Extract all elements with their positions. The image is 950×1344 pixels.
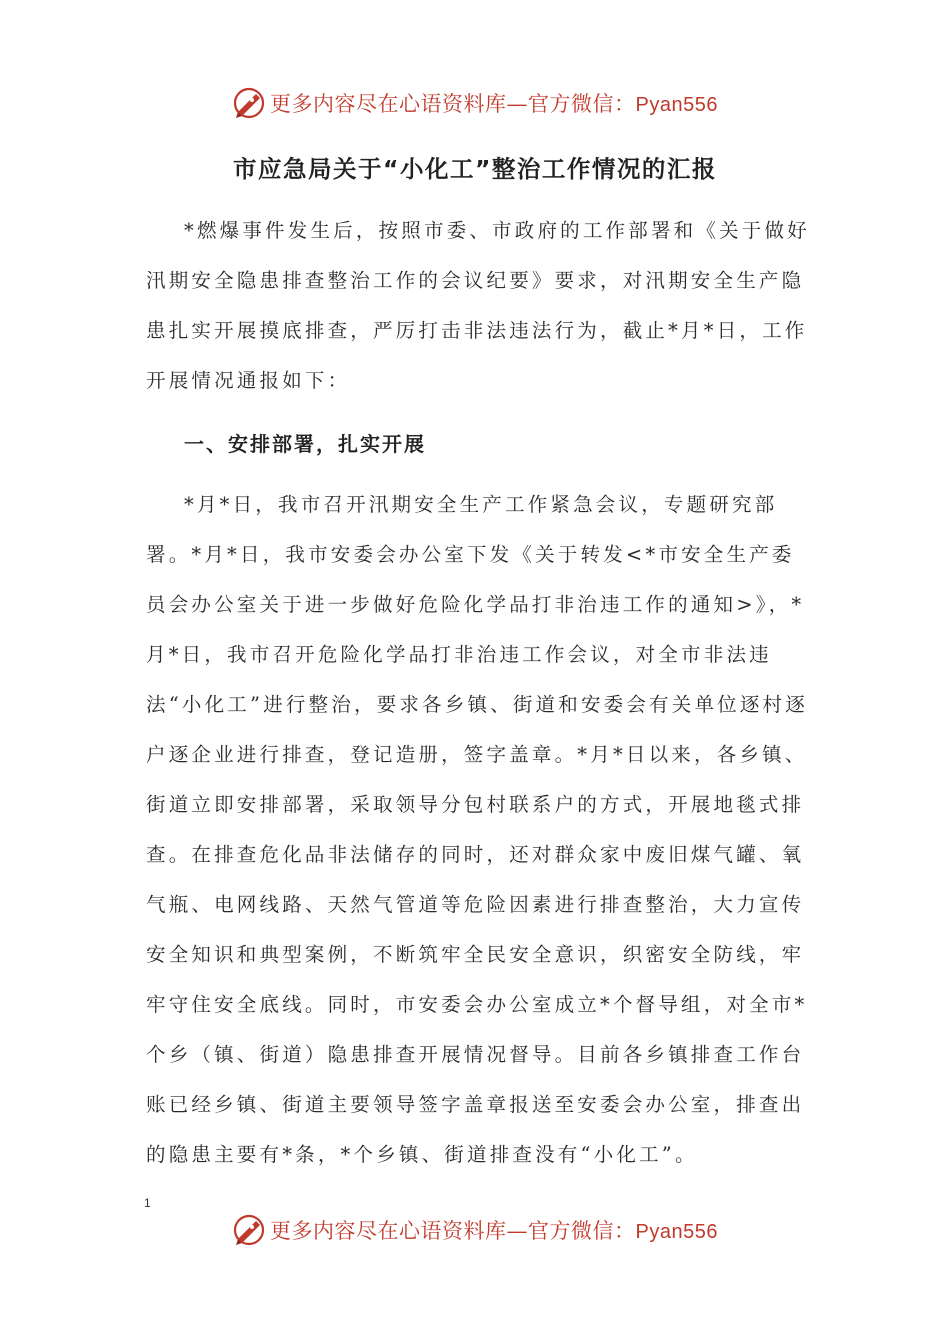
- section-1-paragraph: *月*日，我市召开汛期安全生产工作紧急会议，专题研究部署。*月*日，我市安委会办公室下发《关于转发<*市安全生产委员会办公室关于进一步做好危险化学品打非治违工作的通知>》，*月*日，我市召开危险化学品打非治违工作会议，对全市非法违法“小化工”进行整治，要求各乡镇、街道和安委会有关单位逐村逐户逐企业进行排查，登记造册，签字盖章。*月*日以来，各乡镇、街道立即安排部署，采取领导分包村联系户的方式，开展地毯式排查。在排查危化品非法储存的同时，还对群众家中废旧煤气罐、氧气瓶、电网线路、天然气管道等危险因素进行排查整治，大力宣传安全知识和典型案例，不断筑牢全民安全意识，织密安全防线，牢牢守住安全底线。同时，市安委会办公室成立*个督导组，对全市*个乡（镇、街道）隐患排查开展情况督导。目前各乡镇排查工作台账已经乡镇、街道主要领导签字盖章报送至安委会办公室，排查出的隐患主要有*条，*个乡镇、街道排查没有“小化工”。: [146, 493, 808, 1166]
- footer-watermark-banner: [0, 1210, 950, 1250]
- pen-logo-icon: [232, 1213, 266, 1247]
- intro-paragraph: *燃爆事件发生后，按照市委、市政府的工作部署和《关于做好汛期安全隐患排查整治工作的会议纪要》要求，对汛期安全生产隐患扎实开展摸底排查，严厉打击非法违法行为，截止*月*日，工作开展情况通报如下：: [146, 219, 810, 392]
- header-watermark-banner: [0, 83, 950, 123]
- wechat-id: Pyan556: [635, 1221, 718, 1243]
- page-number: 1: [144, 1196, 151, 1210]
- section-heading-1: 一、安排部署，扎实开展: [184, 432, 426, 456]
- banner-label: 更多内容尽在心语资料库—官方微信：: [270, 92, 636, 116]
- document-title: 市应急局关于“小化工”整治工作情况的汇报: [233, 155, 717, 183]
- banner-label: 更多内容尽在心语资料库—官方微信：: [270, 1219, 636, 1243]
- pen-logo-icon: [232, 86, 266, 120]
- banner-text: [270, 88, 718, 118]
- wechat-id: Pyan556: [635, 94, 718, 116]
- banner-text: [270, 1215, 718, 1245]
